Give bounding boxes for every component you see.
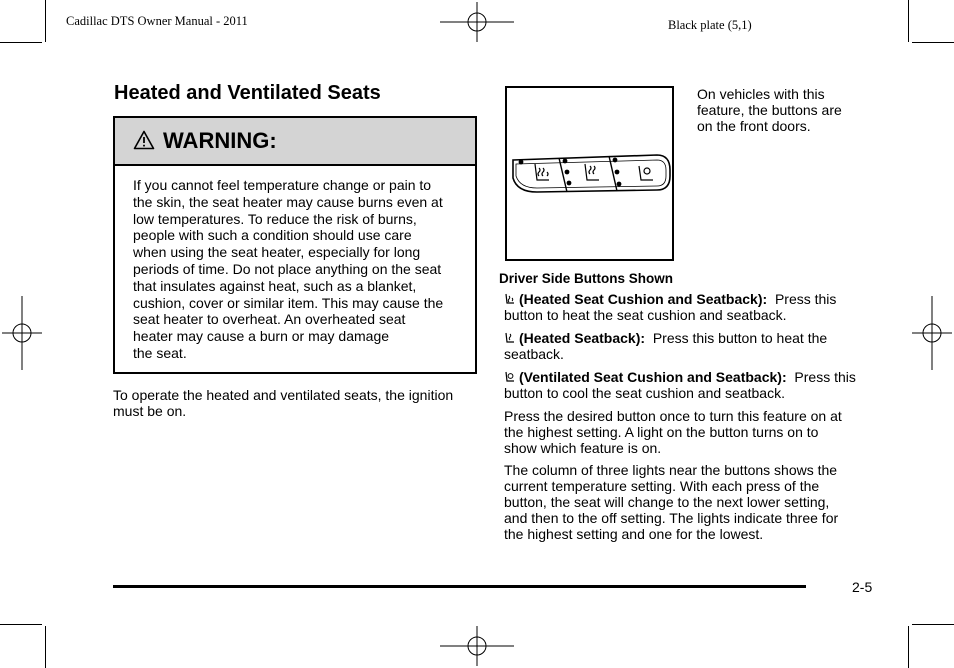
- warning-line: periods of time. Do not place anything on the seat: [133, 260, 442, 277]
- paragraph-line: On vehicles with this: [697, 86, 825, 102]
- paragraph-line: [504, 291, 836, 307]
- warning-header: [115, 118, 475, 166]
- button-text: Press this button to heat the: [652, 330, 828, 346]
- footer-rule: [113, 585, 806, 588]
- heated-seat-cushion-seatback-icon: [504, 293, 515, 306]
- warning-box: [113, 116, 477, 374]
- paragraph-line: [504, 369, 856, 385]
- running-header-title: Cadillac DTS Owner Manual - 2011: [66, 14, 248, 28]
- crop-mark: [45, 0, 46, 42]
- paragraph-line: Press the desired button once to turn this feature on at: [504, 408, 842, 424]
- running-header-plate: Black plate (5,1): [668, 18, 752, 32]
- paragraph-line: on the front doors.: [697, 118, 811, 134]
- warning-line: when using the seat heater, especially for long: [133, 244, 421, 261]
- warning-line: cushion, cover or similar item. This may cause the: [133, 294, 444, 311]
- illustration-side-text: [697, 86, 842, 134]
- paragraph-line: To operate the heated and ventilated seats, the ignition: [113, 387, 454, 403]
- button-description: [504, 369, 856, 401]
- button-label: (Heated Seat Cushion and Seatback):: [519, 291, 768, 307]
- crop-mark: [908, 0, 909, 42]
- warning-line: that insulates against heat, such as a blanket,: [133, 277, 417, 294]
- ventilated-seat-icon: [504, 371, 515, 384]
- paragraph-line: seatback.: [504, 346, 564, 362]
- warning-triangle-icon: [133, 130, 155, 150]
- crop-mark: [912, 624, 954, 625]
- paragraph-line: button, the seat will change to the next lower setting,: [504, 494, 830, 510]
- button-description: [504, 330, 827, 362]
- paragraph-line: button to heat the seat cushion and seatback.: [504, 307, 787, 323]
- warning-line: If you cannot feel temperature change or pain to: [133, 177, 432, 193]
- warning-line: heater may cause a burn or may damage: [133, 328, 390, 345]
- button-text: Press this: [774, 291, 837, 307]
- page-number: 2-5: [852, 579, 873, 595]
- registration-mark-icon: [440, 2, 514, 42]
- button-text: Press this: [794, 369, 856, 385]
- warning-line: the skin, the seat heater may cause burns even at: [133, 193, 443, 210]
- crop-mark: [912, 42, 954, 43]
- button-label: (Ventilated Seat Cushion and Seatback):: [519, 369, 787, 385]
- registration-mark-icon: [2, 296, 42, 370]
- button-description: [504, 291, 836, 323]
- press-paragraph: [504, 408, 842, 456]
- crop-mark: [0, 624, 42, 625]
- door-buttons-illustration: [505, 86, 674, 261]
- lights-paragraph: [504, 462, 838, 542]
- crop-mark: [0, 42, 42, 43]
- warning-line: seat heater to overheat. An overheated seat: [133, 311, 406, 328]
- warning-line: low temperatures. To reduce the risk of burns,: [133, 210, 417, 227]
- crop-mark: [45, 626, 46, 668]
- warning-line: people with such a condition should use care: [133, 227, 412, 244]
- paragraph-line: [504, 330, 827, 346]
- crop-mark: [908, 626, 909, 668]
- warning-line: the seat.: [133, 344, 187, 361]
- ignition-note: [113, 387, 453, 419]
- paragraph-line: current temperature setting. With each press of the: [504, 478, 820, 494]
- paragraph-line: the highest setting and one for the lowest.: [504, 526, 764, 542]
- paragraph-line: and then to the off setting. The lights indicate three for: [504, 510, 839, 526]
- paragraph-line: The column of three lights near the buttons shows the: [504, 462, 838, 478]
- illustration-caption: Driver Side Buttons Shown: [499, 271, 674, 286]
- paragraph-line: must be on.: [113, 403, 187, 419]
- paragraph-line: feature, the buttons are: [697, 102, 842, 118]
- paragraph-line: button to cool the seat cushion and seatback.: [504, 385, 785, 401]
- button-label: (Heated Seatback):: [519, 330, 646, 346]
- paragraph-line: show which feature is on.: [504, 440, 662, 456]
- paragraph-line: the highest setting. A light on the button turns on to: [504, 424, 819, 440]
- registration-mark-icon: [912, 296, 952, 370]
- seat-control-panel-icon: [507, 88, 672, 259]
- registration-mark-icon: [440, 626, 514, 666]
- warning-title: WARNING:: [163, 128, 277, 153]
- heated-seatback-icon: [504, 332, 515, 345]
- warning-text: [133, 177, 463, 362]
- section-title: Heated and Ventilated Seats: [114, 82, 381, 104]
